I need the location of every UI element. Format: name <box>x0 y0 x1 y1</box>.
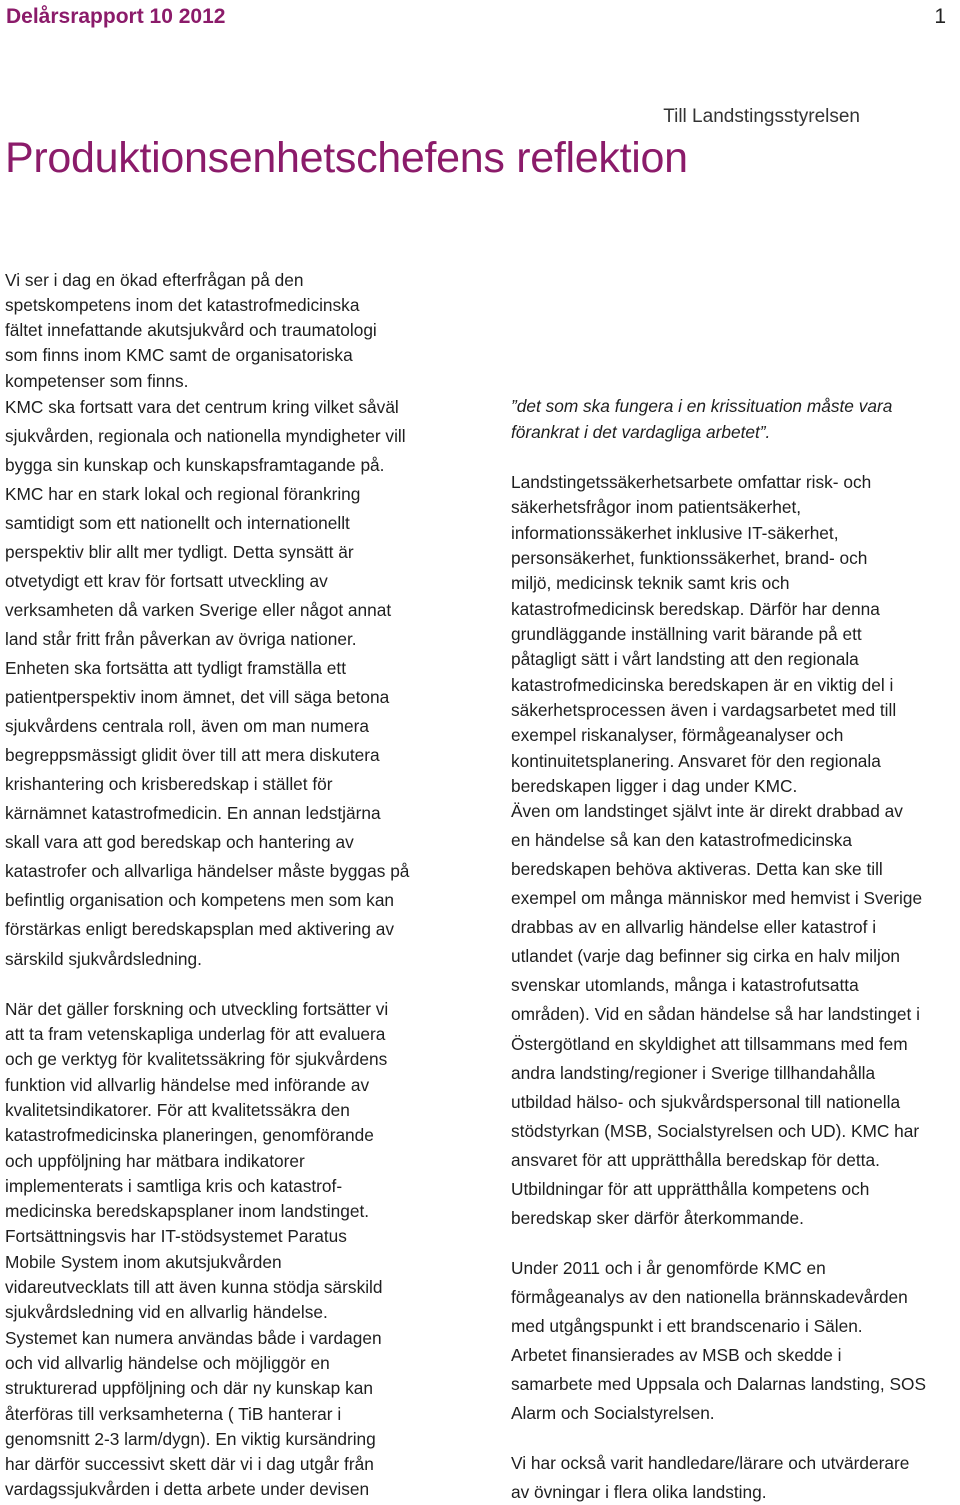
text-line: vidareutvecklats till att även kunna stödja särskild <box>5 1277 383 1297</box>
text-line: Vi har också varit handledare/lärare och utvärderare <box>511 1453 910 1473</box>
text-line: med utgångspunkt i ett brandscenario i Sälen. <box>511 1316 863 1336</box>
text-line: en händelse så kan den katastrofmedicinska <box>511 830 853 850</box>
text-line: drabbas av en allvarlig händelse eller katastrof i <box>511 917 877 937</box>
quote-line: ”det som ska fungera i en krissituation måste vara <box>511 396 893 416</box>
text-line: kompetenser som finns. <box>5 371 189 391</box>
text-line: katastrofmedicinsk beredskap. Därför har denna <box>511 599 880 619</box>
text-line: och ge verktyg för kvalitetssäkring för sjukvårdens <box>5 1049 388 1069</box>
text-line: Landstingetssäkerhetsarbete omfattar risk- och <box>511 472 872 492</box>
text-line: utbildad hälso- och sjukvårdspersonal till nationella <box>511 1092 901 1112</box>
text-line: och uppföljning har mätbara indikatorer <box>5 1151 305 1171</box>
text-line: Systemet kan numera användas både i vardagen <box>5 1328 382 1348</box>
text-line: funktion vid allvarlig händelse med införande av <box>5 1075 370 1095</box>
text-line: grundläggande inställning varit bärande på ett <box>511 624 862 644</box>
text-line: sjukvården, regionala och nationella myndigheter vill <box>5 426 406 446</box>
text-line: sjukvårdsledning vid en allvarlig händelse. <box>5 1302 328 1322</box>
text-line: samarbete med Uppsala och Dalarnas landsting, SOS <box>511 1374 926 1394</box>
text-line: har därför successivt skett där vi i dag utgår från <box>5 1454 374 1474</box>
text-line: skall vara att god beredskap och hantering av <box>5 832 354 852</box>
text-line: katastrofer och allvarliga händelser måste byggas på <box>5 861 410 881</box>
text-line: kvalitetsindikatorer. För att kvalitetssäkra den <box>5 1100 350 1120</box>
text-line: KMC har en stark lokal och regional förankring <box>5 484 361 504</box>
text-line: Fortsättningsvis har IT-stödsystemet Paratus <box>5 1226 347 1246</box>
text-line: sjukvårdens centrala roll, även om man numera <box>5 716 370 736</box>
text-line: katastrofmedicinska planeringen, genomförande <box>5 1125 374 1145</box>
text-line: KMC ska fortsatt vara det centrum kring vilket såväl <box>5 397 399 417</box>
text-line: utlandet (varje dag befinner sig cirka en halv miljon <box>511 946 901 966</box>
text-line: beredskapen ligger i dag under KMC. <box>511 776 798 796</box>
text-line: begreppsmässigt glidit över till att mera diskutera <box>5 745 380 765</box>
text-line: När det gäller forskning och utveckling fortsätter vi <box>5 999 389 1019</box>
text-line: informationssäkerhet inklusive IT-säkerhet, <box>511 523 839 543</box>
text-line: krishantering och krisberedskap i stället för <box>5 774 333 794</box>
text-line: personsäkerhet, funktionssäkerhet, brand- och <box>511 548 868 568</box>
text-line: samtidigt som ett nationellt och internationellt <box>5 513 350 533</box>
text-line: Under 2011 och i år genomförde KMC en <box>511 1258 826 1278</box>
text-line: ansvaret för att upprätthålla beredskap för detta. <box>511 1150 880 1170</box>
text-line: som finns inom KMC samt de organisatoriska <box>5 345 353 365</box>
text-line: bygga sin kunskap och kunskapsframtagande på. <box>5 455 385 475</box>
text-line: verksamheten då varken Sverige eller något annat <box>5 600 392 620</box>
text-line: Utbildningar för att upprätthålla kompetens och <box>511 1179 870 1199</box>
text-line: stödstyrkan (MSB, Socialstyrelsen och UD). KMC har <box>511 1121 920 1141</box>
text-line: Enheten ska fortsätta att tydligt framställa ett <box>5 658 346 678</box>
text-line: katastrofmedicinska beredskapen är en viktig del i <box>511 675 894 695</box>
text-line: fältet innefattande akutsjukvård och traumatologi <box>5 320 377 340</box>
text-line: och vid allvarlig händelse och möjliggör en <box>5 1353 330 1373</box>
text-line: beredskap sker därför återkommande. <box>511 1208 804 1228</box>
text-line: förmågeanalys av den nationella brännskadevården <box>511 1287 908 1307</box>
text-line: land står fritt från påverkan av övriga nationer. <box>5 629 357 649</box>
text-line: säkerhetsfrågor inom patientsäkerhet, <box>511 497 802 517</box>
text-line: Vi ser i dag en ökad efterfrågan på den <box>5 270 304 290</box>
text-line: Östergötland en skyldighet att tillsammans med fem <box>511 1034 908 1054</box>
text-line: perspektiv blir allt mer tydligt. Detta synsätt är <box>5 542 354 562</box>
text-line: miljö, medicinsk teknik samt kris och <box>511 573 790 593</box>
text-line: säkerhetsprocessen även i vardagsarbetet med till <box>511 700 897 720</box>
text-line: påtagligt sätt i vårt landsting att den regionala <box>511 649 859 669</box>
text-line: Alarm och Socialstyrelsen. <box>511 1403 715 1423</box>
page-title: Produktionsenhetschefens reflektion <box>5 134 688 182</box>
text-line: exempel om många människor med hemvist i Sverige <box>511 888 923 908</box>
text-line: patientperspektiv inom ämnet, det vill säga betona <box>5 687 390 707</box>
text-line: befintlig organisation och kompetens men som kan <box>5 890 395 910</box>
text-line: medicinska beredskapsplaner inom landstinget. <box>5 1201 370 1221</box>
text-line: särskild sjukvårdsledning. <box>5 949 202 969</box>
text-line: exempel riskanalyser, förmågeanalyser och <box>511 725 844 745</box>
text-line: implementerats i samtliga kris och katastrof- <box>5 1176 343 1196</box>
text-line: svenskar utomlands, många i katastrofutsatta <box>511 975 859 995</box>
text-line: förstärkas enligt beredskapsplan med aktivering av <box>5 919 395 939</box>
page-number: 1 <box>934 5 946 28</box>
text-line: Mobile System inom akutsjukvården <box>5 1252 282 1272</box>
text-line: strukturerad uppföljning och där ny kunskap kan <box>5 1378 373 1398</box>
text-line: genomsnitt 2-3 larm/dygn). En viktig kursändring <box>5 1429 376 1449</box>
page-header <box>6 5 946 35</box>
quote-line: förankrat i det vardagliga arbetet”. <box>511 422 771 442</box>
text-line: otvetydigt ett krav för fortsatt utveckling av <box>5 571 328 591</box>
text-line: kärnämnet katastrofmedicin. En annan ledstjärna <box>5 803 381 823</box>
text-line: områden). Vid en sådan händelse så har landstinget i <box>511 1004 920 1024</box>
text-line: andra landsting/regioner i Sverige tillhandahålla <box>511 1063 876 1083</box>
text-line: spetskompetens inom det katastrofmedicinska <box>5 295 360 315</box>
addressee: Till Landstingsstyrelsen <box>663 106 860 127</box>
text-line: av övningar i flera olika landsting. <box>511 1482 767 1502</box>
text-line: vardagssjukvården i detta arbete under devisen <box>5 1479 370 1499</box>
text-line: att ta fram vetenskapliga underlag för att evaluera <box>5 1024 386 1044</box>
report-title: Delårsrapport 10 2012 <box>6 5 226 28</box>
text-line: Arbetet finansierades av MSB och skedde i <box>511 1345 842 1365</box>
text-line: återföras till verksamheterna ( TiB hanterar i <box>5 1404 342 1424</box>
text-line: beredskapen behöva aktiveras. Detta kan ske till <box>511 859 883 879</box>
text-line: kontinuitetsplanering. Ansvaret för den regionala <box>511 751 881 771</box>
text-line: Även om landstinget självt inte är direkt drabbad av <box>511 801 903 821</box>
